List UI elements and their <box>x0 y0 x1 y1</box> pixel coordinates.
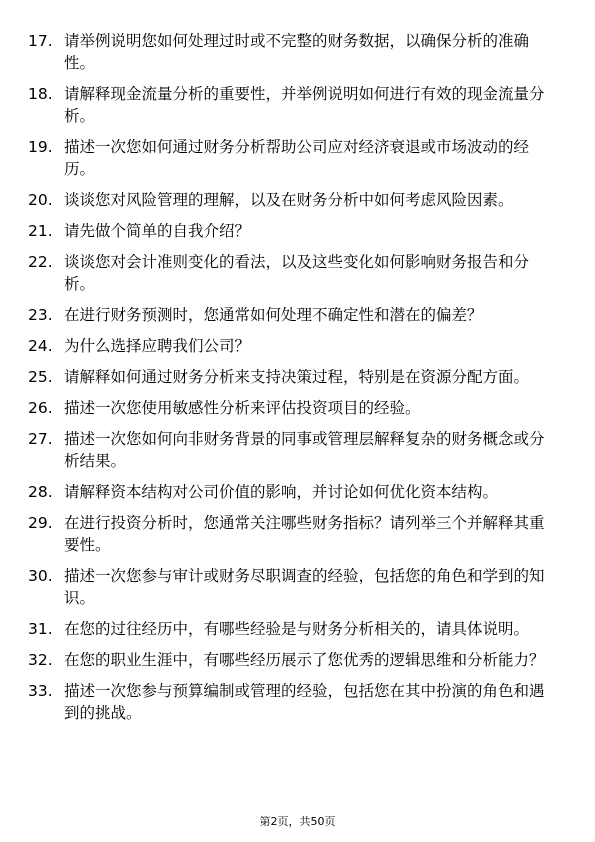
question-text: 在您的过往经历中，有哪些经验是与财务分析相关的，请具体说明。 <box>64 620 530 638</box>
question-text: 描述一次您如何通过财务分析帮助公司应对经济衰退或市场波动的经历。 <box>64 138 530 178</box>
question-number: 30. <box>28 567 53 585</box>
question-text: 为什么选择应聘我们公司？ <box>64 337 251 355</box>
list-item <box>0 189 595 211</box>
list-item <box>0 397 595 419</box>
question-number: 26. <box>28 399 53 417</box>
question-number: 23. <box>28 306 53 324</box>
page-number: 第2页，共50页 <box>259 815 336 828</box>
question-number: 31. <box>28 620 53 638</box>
question-list <box>0 30 595 733</box>
list-item <box>0 649 595 671</box>
list-item <box>0 304 595 326</box>
question-number: 28. <box>28 483 53 501</box>
question-number: 33. <box>28 682 53 700</box>
question-number: 21. <box>28 222 53 240</box>
question-number: 32. <box>28 651 53 669</box>
question-text: 描述一次您参与审计或财务尽职调查的经验，包括您的角色和学到的知识。 <box>64 567 545 607</box>
question-text: 在您的职业生涯中，有哪些经历展示了您优秀的逻辑思维和分析能力？ <box>64 651 545 669</box>
question-number: 29. <box>28 514 53 532</box>
question-text: 谈谈您对风险管理的理解，以及在财务分析中如何考虑风险因素。 <box>64 191 514 209</box>
question-text: 在进行财务预测时，您通常如何处理不确定性和潜在的偏差？ <box>64 306 483 324</box>
question-number: 25. <box>28 368 53 386</box>
question-number: 22. <box>28 253 53 271</box>
list-item <box>0 481 595 503</box>
question-text: 描述一次您使用敏感性分析来评估投资项目的经验。 <box>64 399 421 417</box>
list-item <box>0 366 595 388</box>
list-item <box>0 220 595 242</box>
question-text: 请先做个简单的自我介绍？ <box>64 222 251 240</box>
question-text: 描述一次您参与预算编制或管理的经验，包括您在其中扮演的角色和遇到的挑战。 <box>64 682 545 722</box>
list-item <box>0 428 595 472</box>
list-item <box>0 618 595 640</box>
question-number: 27. <box>28 430 53 448</box>
list-item <box>0 83 595 127</box>
question-text: 在进行投资分析时，您通常关注哪些财务指标？请列举三个并解释其重要性。 <box>64 514 545 554</box>
question-number: 24. <box>28 337 53 355</box>
question-number: 17. <box>28 32 53 50</box>
question-text: 描述一次您如何向非财务背景的同事或管理层解释复杂的财务概念或分析结果。 <box>64 430 545 470</box>
question-text: 谈谈您对会计准则变化的看法，以及这些变化如何影响财务报告和分析。 <box>64 253 530 293</box>
question-text: 请举例说明您如何处理过时或不完整的财务数据，以确保分析的准确性。 <box>64 32 530 72</box>
question-number: 19. <box>28 138 53 156</box>
list-item <box>0 512 595 556</box>
list-item <box>0 565 595 609</box>
question-number: 18. <box>28 85 53 103</box>
question-number: 20. <box>28 191 53 209</box>
question-text: 请解释如何通过财务分析来支持决策过程，特别是在资源分配方面。 <box>64 368 530 386</box>
list-item <box>0 335 595 357</box>
list-item <box>0 30 595 74</box>
list-item <box>0 136 595 180</box>
question-text: 请解释资本结构对公司价值的影响，并讨论如何优化资本结构。 <box>64 483 499 501</box>
list-item <box>0 251 595 295</box>
question-text: 请解释现金流量分析的重要性，并举例说明如何进行有效的现金流量分析。 <box>64 85 545 125</box>
list-item <box>0 680 595 724</box>
